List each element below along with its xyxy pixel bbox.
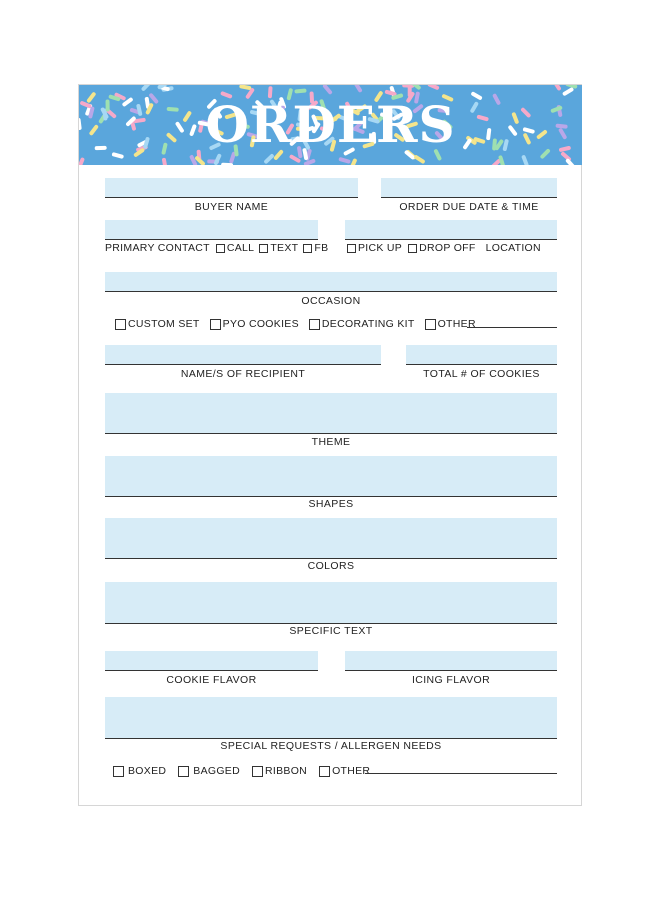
occasion-label: OCCASION — [301, 295, 361, 307]
primary-contact-label: PRIMARY CONTACT — [105, 242, 210, 254]
text-checkbox-icon[interactable] — [259, 244, 268, 253]
sprinkle-shape — [294, 88, 306, 93]
recipient-label: NAME/S OF RECIPIENT — [180, 368, 306, 380]
cookie-flavor-label: COOKIE FLAVOR — [166, 674, 257, 686]
sprinkle-shape — [322, 85, 333, 95]
sprinkle-shape — [353, 85, 363, 93]
icing-flavor-field[interactable] — [345, 651, 557, 671]
bagged-label: BAGGED — [193, 765, 240, 777]
recipient-field[interactable] — [105, 345, 381, 365]
due-date-label: ORDER DUE DATE & TIME — [399, 201, 539, 213]
other-fill-line[interactable] — [467, 327, 557, 328]
primary-contact-row — [105, 242, 328, 254]
order-type-row — [115, 318, 476, 330]
ribbon-checkbox-icon[interactable] — [252, 766, 263, 777]
other-checkbox-icon[interactable] — [425, 319, 436, 330]
fb-checkbox-icon[interactable] — [303, 244, 312, 253]
boxed-checkbox-icon[interactable] — [113, 766, 124, 777]
header-banner — [79, 85, 582, 165]
custom-set-checkbox-icon[interactable] — [115, 319, 126, 330]
cookie-flavor-field[interactable] — [105, 651, 318, 671]
drop-off-checkbox-icon[interactable] — [408, 244, 417, 253]
delivery-field[interactable] — [345, 220, 557, 240]
buyer-name-label: BUYER NAME — [194, 201, 269, 213]
sprinkle-shape — [239, 85, 252, 90]
other-packaging-checkbox-icon[interactable] — [319, 766, 330, 777]
order-form-sheet — [78, 84, 582, 806]
specific-text-field[interactable] — [105, 582, 557, 624]
pick-up-checkbox-icon[interactable] — [347, 244, 356, 253]
custom-set-label: CUSTOM SET — [128, 318, 200, 330]
pick-up-label: PICK UP — [358, 242, 403, 254]
call-label: CALL — [226, 242, 255, 254]
theme-field[interactable] — [105, 393, 557, 434]
other-label: OTHER — [437, 318, 476, 330]
pyo-cookies-label: PYO COOKIES — [222, 318, 299, 330]
icing-flavor-label: ICING FLAVOR — [411, 674, 491, 686]
due-date-field[interactable] — [381, 178, 557, 198]
boxed-label: BOXED — [128, 765, 167, 777]
sprinkle-shape — [413, 154, 425, 164]
primary-contact-field[interactable] — [105, 220, 318, 240]
location-label: LOCATION — [485, 242, 541, 254]
special-requests-field[interactable] — [105, 697, 557, 739]
page-title: ORDERS — [205, 95, 456, 154]
shapes-field[interactable] — [105, 456, 557, 497]
theme-label: THEME — [311, 436, 351, 448]
sprinkle-shape — [79, 157, 85, 165]
colors-label: COLORS — [307, 560, 355, 572]
fb-label: FB — [314, 242, 329, 254]
sprinkle-shape — [141, 85, 152, 92]
sprinkle-shape — [162, 158, 168, 165]
specific-text-label: SPECIFIC TEXT — [289, 625, 373, 637]
ribbon-label: RIBBON — [265, 765, 308, 777]
text-label: TEXT — [270, 242, 299, 254]
shapes-label: SHAPES — [308, 498, 354, 510]
pyo-cookies-checkbox-icon[interactable] — [210, 319, 221, 330]
sprinkle-shape — [552, 85, 562, 91]
call-checkbox-icon[interactable] — [216, 244, 225, 253]
other-packaging-label: OTHER — [332, 765, 371, 777]
sprinkle-shape — [402, 85, 414, 88]
delivery-options-row — [347, 242, 541, 254]
decorating-kit-checkbox-icon[interactable] — [309, 319, 320, 330]
sprinkle-shape — [338, 157, 351, 164]
colors-field[interactable] — [105, 518, 557, 559]
drop-off-label: DROP OFF — [419, 242, 476, 254]
sprinkle-shape — [427, 85, 440, 90]
buyer-name-field[interactable] — [105, 178, 358, 198]
bagged-checkbox-icon[interactable] — [178, 766, 189, 777]
packaging-row — [113, 765, 370, 777]
occasion-field[interactable] — [105, 272, 557, 292]
decorating-kit-label: DECORATING KIT — [321, 318, 415, 330]
other-packaging-fill-line[interactable] — [365, 773, 557, 774]
sprinkle-shape — [521, 154, 529, 165]
total-cookies-field[interactable] — [406, 345, 557, 365]
special-requests-label: SPECIAL REQUESTS / ALLERGEN NEEDS — [220, 740, 442, 752]
total-cookies-label: TOTAL # OF COOKIES — [423, 368, 540, 380]
